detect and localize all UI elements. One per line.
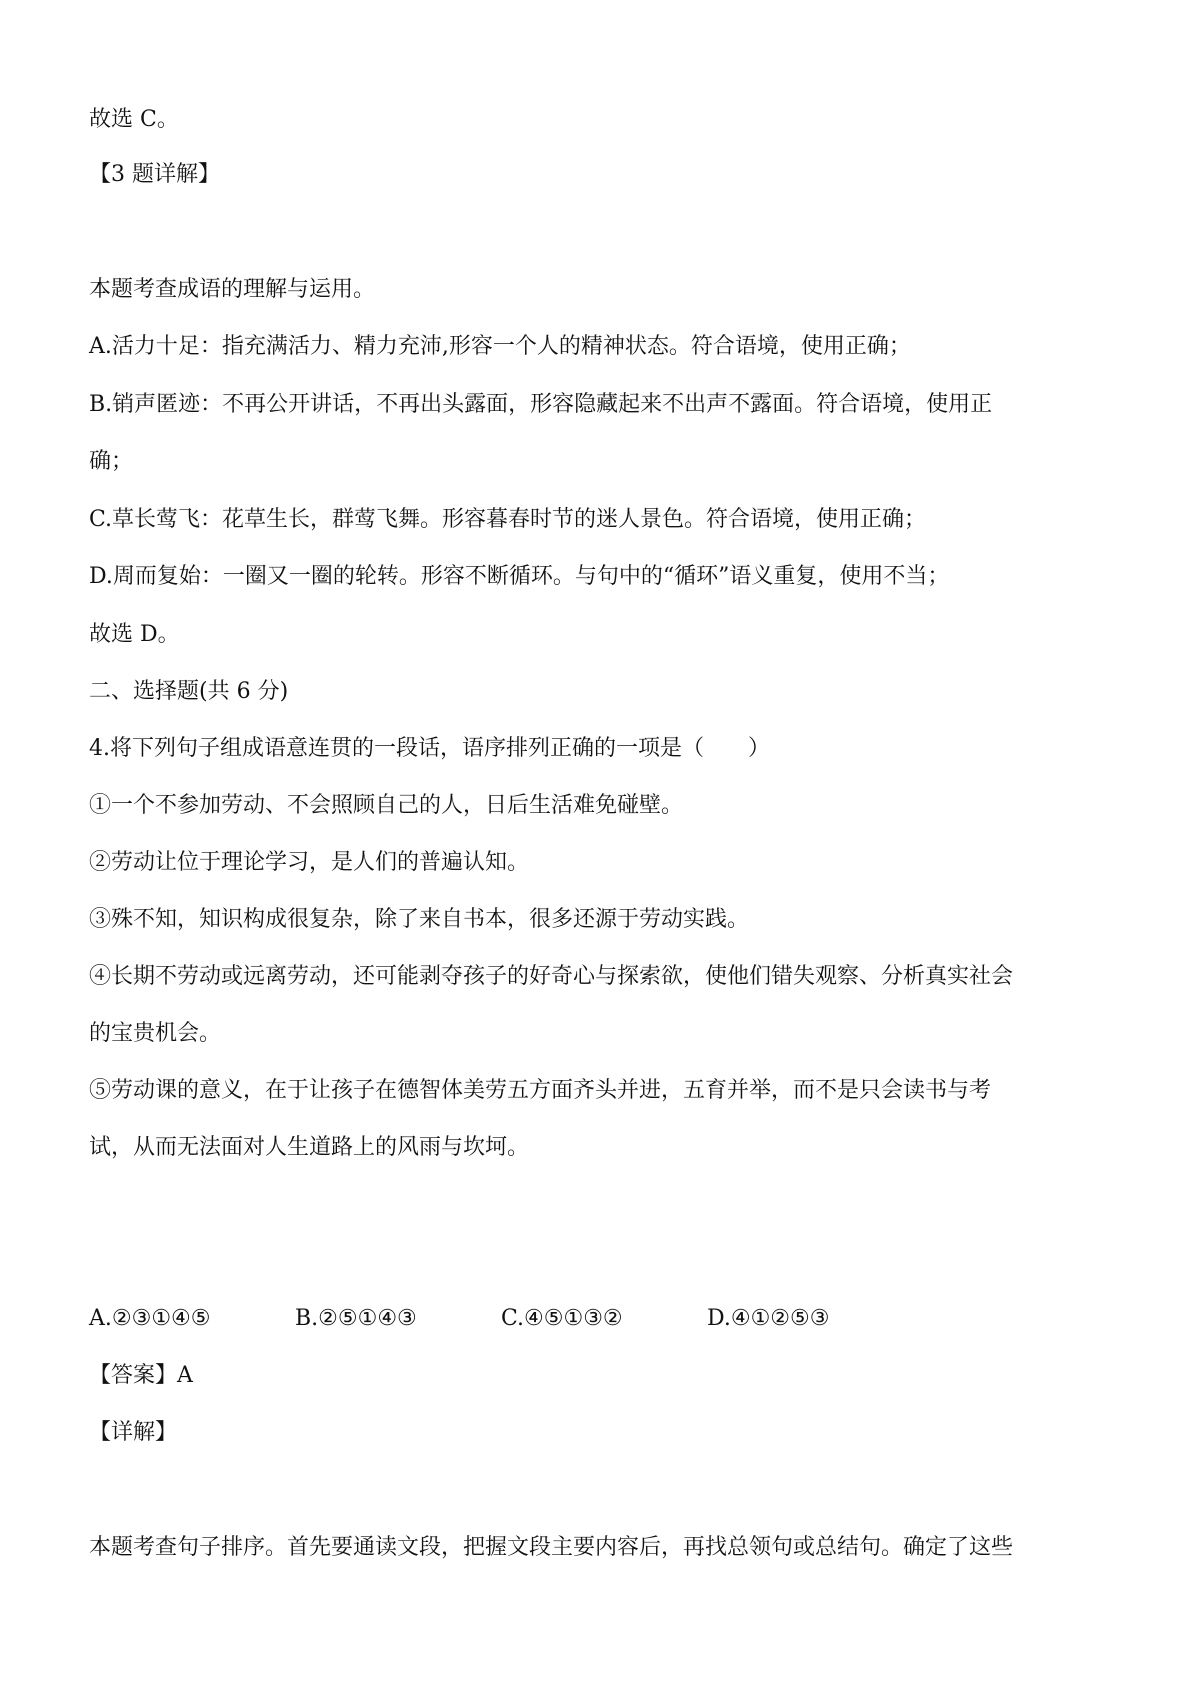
conclusion-d: 故选 D。 bbox=[89, 622, 180, 647]
q4-sentence-4-cont: 的宝贵机会。 bbox=[89, 1021, 222, 1046]
q4-sentence-3: ③殊不知，知识构成很复杂，除了来自书本，很多还源于劳动实践。 bbox=[89, 907, 750, 932]
q3-detail-heading: 【3 题详解】 bbox=[89, 162, 220, 187]
q4-option-a: A.②③①④⑤ bbox=[89, 1306, 211, 1331]
conclusion-c: 故选 C。 bbox=[89, 107, 179, 132]
q3-analysis-a: A.活力十足：指充满活力、精力充沛,形容一个人的精神状态。符合语境，使用正确； bbox=[89, 334, 911, 359]
q4-sentence-5: ⑤劳动课的意义，在于让孩子在德智体美劳五方面齐头并进，五育并举，而不是只会读书与考 bbox=[89, 1078, 992, 1103]
q4-sentence-4: ④长期不劳动或远离劳动，还可能剥夺孩子的好奇心与探索欲，使他们错失观察、分析真实社会 bbox=[89, 964, 1014, 989]
q4-option-d: D.④①②⑤③ bbox=[707, 1306, 830, 1331]
q4-option-b: B.②⑤①④③ bbox=[295, 1306, 417, 1331]
q3-analysis-b-cont: 确； bbox=[89, 449, 134, 474]
q3-analysis-d: D.周而复始：一圈又一圈的轮转。形容不断循环。与句中的“循环”语义重复，使用不当； bbox=[89, 564, 950, 589]
q3-analysis-c: C.草长莺飞：花草生长，群莺飞舞。形容暮春时节的迷人景色。符合语境，使用正确； bbox=[89, 507, 927, 532]
q4-sentence-2: ②劳动让位于理论学习，是人们的普遍认知。 bbox=[89, 850, 530, 875]
section-heading: 二、选择题(共 6 分) bbox=[89, 679, 289, 704]
q4-answer: 【答案】A bbox=[89, 1363, 193, 1388]
q4-option-c: C.④⑤①③② bbox=[501, 1306, 623, 1331]
q3-intro: 本题考查成语的理解与运用。 bbox=[89, 277, 376, 302]
q4-sentence-5-cont: 试，从而无法面对人生道路上的风雨与坎坷。 bbox=[89, 1135, 530, 1160]
q3-analysis-b: B.销声匿迹：不再公开讲话，不再出头露面，形容隐藏起来不出声不露面。符合语境，使用正 bbox=[89, 392, 993, 417]
q4-detail-heading: 【详解】 bbox=[89, 1420, 178, 1445]
q4-sentence-1: ①一个不参加劳动、不会照顾自己的人，日后生活难免碰壁。 bbox=[89, 793, 684, 818]
q4-stem: 4.将下列句子组成语意连贯的一段话，语序排列正确的一项是（ ） bbox=[89, 736, 770, 761]
q4-detail-text: 本题考查句子排序。首先要通读文段，把握文段主要内容后，再找总领句或总结句。确定了这些 bbox=[89, 1535, 1014, 1560]
